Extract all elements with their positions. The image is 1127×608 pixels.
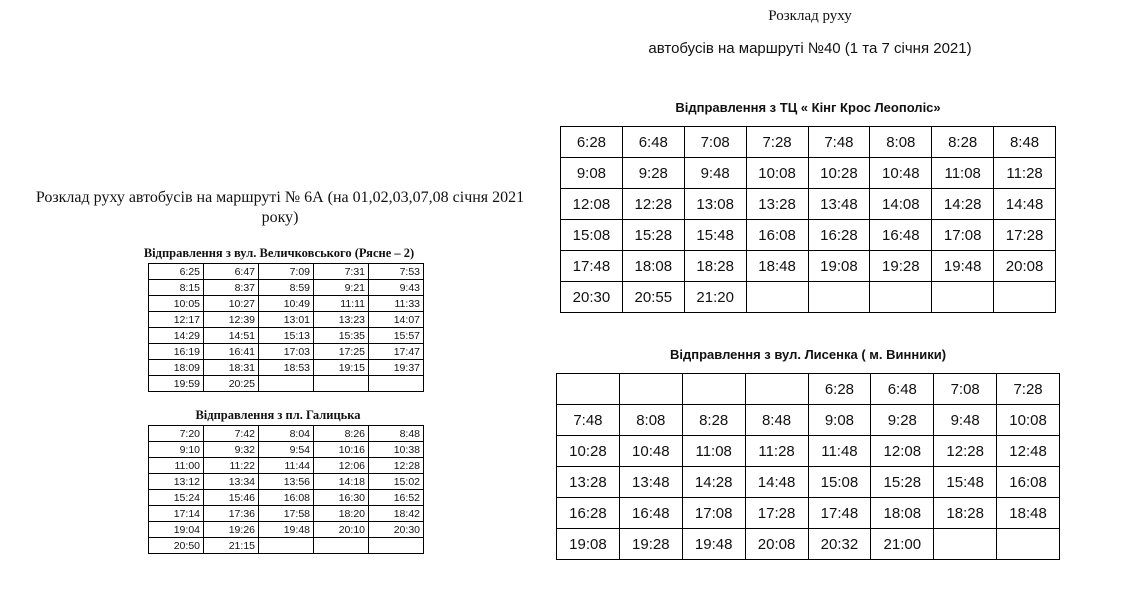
schedule-cell: 15:48: [684, 220, 746, 251]
schedule-cell: [932, 282, 994, 313]
schedule-cell: 7:53: [369, 264, 424, 280]
schedule-cell: 14:07: [369, 312, 424, 328]
schedule-cell: [808, 282, 870, 313]
table-row: [149, 538, 424, 554]
table-row: [561, 282, 1056, 313]
schedule-cell: 9:43: [369, 280, 424, 296]
schedule-cell: 19:48: [932, 251, 994, 282]
schedule-cell: 16:30: [314, 490, 369, 506]
schedule-cell: 11:33: [369, 296, 424, 312]
schedule-cell: 15:24: [149, 490, 204, 506]
table-row: [557, 467, 1060, 498]
schedule-cell: [259, 538, 314, 554]
schedule-cell: 11:08: [682, 436, 745, 467]
schedule-cell: 9:48: [684, 158, 746, 189]
schedule-cell: 8:48: [745, 405, 808, 436]
schedule-cell: 18:09: [149, 360, 204, 376]
schedule-cell: 21:00: [871, 529, 934, 560]
table-row: [149, 280, 424, 296]
table-row: [149, 360, 424, 376]
table-row: [149, 312, 424, 328]
schedule-cell: 8:48: [994, 127, 1056, 158]
schedule-cell: 16:08: [259, 490, 314, 506]
route40-table2-caption: Відправлення з вул. Лисенка ( м. Винники): [669, 347, 947, 362]
schedule-cell: 11:44: [259, 458, 314, 474]
schedule-cell: 12:17: [149, 312, 204, 328]
schedule-cell: 6:48: [871, 374, 934, 405]
schedule-cell: 18:53: [259, 360, 314, 376]
schedule-cell: 20:10: [314, 522, 369, 538]
schedule-cell: 11:48: [808, 436, 871, 467]
schedule-cell: 15:48: [934, 467, 997, 498]
schedule-cell: 12:39: [204, 312, 259, 328]
table-row: [561, 127, 1056, 158]
schedule-cell: 8:04: [259, 426, 314, 442]
table-row: [557, 405, 1060, 436]
schedule-cell: 7:48: [557, 405, 620, 436]
schedule-cell: 6:48: [622, 127, 684, 158]
schedule-cell: 14:48: [745, 467, 808, 498]
schedule-cell: 14:18: [314, 474, 369, 490]
table-row: [149, 474, 424, 490]
schedule-cell: 11:28: [745, 436, 808, 467]
schedule-cell: 13:28: [557, 467, 620, 498]
schedule-cell: 14:51: [204, 328, 259, 344]
schedule-cell: 17:48: [808, 498, 871, 529]
schedule-cell: 12:28: [622, 189, 684, 220]
table-row: [149, 490, 424, 506]
schedule-cell: 20:50: [149, 538, 204, 554]
schedule-cell: 10:38: [369, 442, 424, 458]
schedule-cell: 8:28: [932, 127, 994, 158]
schedule-cell: 14:29: [149, 328, 204, 344]
schedule-cell: [314, 538, 369, 554]
schedule-cell: 18:28: [934, 498, 997, 529]
schedule-cell: [369, 376, 424, 392]
schedule-cell: [369, 538, 424, 554]
schedule-cell: 20:32: [808, 529, 871, 560]
schedule-cell: 19:37: [369, 360, 424, 376]
schedule-cell: 9:21: [314, 280, 369, 296]
route6a-table2-body: [149, 426, 424, 554]
route6a-table2-caption: Відправлення з пл. Галицька: [195, 408, 361, 422]
schedule-cell: 17:47: [369, 344, 424, 360]
schedule-cell: 16:08: [746, 220, 808, 251]
schedule-cell: 9:48: [934, 405, 997, 436]
schedule-cell: 15:08: [808, 467, 871, 498]
schedule-cell: 16:28: [557, 498, 620, 529]
table-row: [561, 251, 1056, 282]
schedule-cell: [994, 282, 1056, 313]
schedule-cell: 20:25: [204, 376, 259, 392]
table-row: [149, 376, 424, 392]
route40-table2-body: [557, 374, 1060, 560]
schedule-cell: 19:26: [204, 522, 259, 538]
schedule-cell: 18:08: [622, 251, 684, 282]
schedule-cell: 9:10: [149, 442, 204, 458]
schedule-cell: 17:36: [204, 506, 259, 522]
route6a-schedule-table-2: [148, 425, 424, 554]
schedule-cell: [259, 376, 314, 392]
schedule-cell: 17:58: [259, 506, 314, 522]
table-row: [149, 522, 424, 538]
schedule-cell: 15:35: [314, 328, 369, 344]
schedule-cell: 12:08: [561, 189, 623, 220]
schedule-cell: 20:55: [622, 282, 684, 313]
schedule-cell: [619, 374, 682, 405]
schedule-cell: 7:28: [746, 127, 808, 158]
schedule-cell: 19:48: [682, 529, 745, 560]
schedule-cell: 13:48: [619, 467, 682, 498]
schedule-cell: 19:04: [149, 522, 204, 538]
route6a-schedule-table-1: [148, 263, 424, 392]
route6a-table1-caption: Відправлення з вул. Величковського (Рясне – 2): [143, 246, 415, 260]
schedule-cell: 19:48: [259, 522, 314, 538]
schedule-cell: 8:08: [870, 127, 932, 158]
schedule-cell: 17:48: [561, 251, 623, 282]
route40-table1-body: [561, 127, 1056, 313]
schedule-cell: 16:19: [149, 344, 204, 360]
schedule-cell: 7:09: [259, 264, 314, 280]
schedule-cell: 12:06: [314, 458, 369, 474]
schedule-cell: 12:28: [934, 436, 997, 467]
table-row: [557, 529, 1060, 560]
route40-table1-caption: Відправлення з ТЦ « Кінг Крос Леополіс»: [675, 100, 941, 115]
schedule-cell: 16:08: [997, 467, 1060, 498]
table-row: [561, 189, 1056, 220]
schedule-cell: 7:42: [204, 426, 259, 442]
schedule-cell: 14:28: [932, 189, 994, 220]
table-row: [149, 296, 424, 312]
schedule-cell: 18:42: [369, 506, 424, 522]
schedule-cell: 9:28: [871, 405, 934, 436]
schedule-cell: 13:56: [259, 474, 314, 490]
schedule-cell: 13:23: [314, 312, 369, 328]
table-row: [561, 158, 1056, 189]
schedule-cell: 10:27: [204, 296, 259, 312]
table-row: [149, 264, 424, 280]
schedule-cell: 17:28: [745, 498, 808, 529]
schedule-cell: 8:08: [619, 405, 682, 436]
schedule-cell: 17:14: [149, 506, 204, 522]
schedule-cell: 8:48: [369, 426, 424, 442]
table-row: [149, 506, 424, 522]
schedule-cell: 20:08: [745, 529, 808, 560]
schedule-cell: 15:57: [369, 328, 424, 344]
schedule-cell: 13:34: [204, 474, 259, 490]
schedule-cell: 15:13: [259, 328, 314, 344]
schedule-cell: 10:16: [314, 442, 369, 458]
schedule-cell: 7:28: [997, 374, 1060, 405]
schedule-cell: 15:46: [204, 490, 259, 506]
schedule-cell: 20:30: [369, 522, 424, 538]
schedule-cell: 11:22: [204, 458, 259, 474]
schedule-cell: 21:15: [204, 538, 259, 554]
schedule-cell: 12:48: [997, 436, 1060, 467]
schedule-cell: 8:59: [259, 280, 314, 296]
schedule-cell: 18:28: [684, 251, 746, 282]
schedule-cell: 6:28: [561, 127, 623, 158]
schedule-cell: 17:03: [259, 344, 314, 360]
schedule-cell: 16:52: [369, 490, 424, 506]
schedule-cell: 13:08: [684, 189, 746, 220]
schedule-cell: 11:00: [149, 458, 204, 474]
schedule-cell: 8:15: [149, 280, 204, 296]
schedule-cell: 10:08: [746, 158, 808, 189]
schedule-cell: 18:48: [746, 251, 808, 282]
schedule-cell: 16:28: [808, 220, 870, 251]
schedule-cell: 12:08: [871, 436, 934, 467]
route40-title-line1: Розклад руху: [768, 8, 852, 24]
table-row: [149, 344, 424, 360]
schedule-cell: 10:05: [149, 296, 204, 312]
table-row: [149, 458, 424, 474]
schedule-cell: [997, 529, 1060, 560]
schedule-cell: 20:30: [561, 282, 623, 313]
schedule-cell: 9:08: [561, 158, 623, 189]
schedule-cell: 8:37: [204, 280, 259, 296]
schedule-cell: [745, 374, 808, 405]
table-row: [557, 374, 1060, 405]
schedule-cell: 13:12: [149, 474, 204, 490]
route40-schedule-table-1: [560, 126, 1056, 313]
table-row: [557, 498, 1060, 529]
schedule-cell: [934, 529, 997, 560]
schedule-cell: 10:48: [870, 158, 932, 189]
schedule-cell: 19:08: [808, 251, 870, 282]
schedule-cell: 11:28: [994, 158, 1056, 189]
schedule-cell: 7:31: [314, 264, 369, 280]
schedule-cell: 19:15: [314, 360, 369, 376]
schedule-cell: 17:25: [314, 344, 369, 360]
schedule-cell: 15:28: [871, 467, 934, 498]
schedule-cell: 18:48: [997, 498, 1060, 529]
schedule-cell: 6:28: [808, 374, 871, 405]
schedule-cell: 13:48: [808, 189, 870, 220]
schedule-cell: 15:08: [561, 220, 623, 251]
schedule-cell: 19:28: [870, 251, 932, 282]
schedule-cell: 16:48: [870, 220, 932, 251]
schedule-cell: 8:26: [314, 426, 369, 442]
schedule-cell: 13:01: [259, 312, 314, 328]
table-row: [149, 426, 424, 442]
schedule-cell: 18:08: [871, 498, 934, 529]
route40-title-line2: автобусів на маршруті №40 (1 та 7 січня 2021): [648, 40, 972, 57]
schedule-cell: 10:49: [259, 296, 314, 312]
schedule-cell: 17:08: [682, 498, 745, 529]
schedule-cell: 10:28: [557, 436, 620, 467]
schedule-cell: 14:28: [682, 467, 745, 498]
schedule-cell: 18:20: [314, 506, 369, 522]
schedule-cell: 21:20: [684, 282, 746, 313]
schedule-cell: 9:08: [808, 405, 871, 436]
schedule-cell: 7:48: [808, 127, 870, 158]
schedule-cell: 13:28: [746, 189, 808, 220]
schedule-cell: 19:08: [557, 529, 620, 560]
schedule-cell: 10:08: [997, 405, 1060, 436]
schedule-cell: 16:48: [619, 498, 682, 529]
schedule-cell: 19:28: [619, 529, 682, 560]
schedule-cell: 11:08: [932, 158, 994, 189]
route40-schedule-table-2: [556, 373, 1060, 560]
schedule-cell: 7:20: [149, 426, 204, 442]
schedule-cell: 19:59: [149, 376, 204, 392]
route6a-title: Розклад руху автобусів на маршруті № 6А (на 01,02,03,07,08 січня 2021 року): [35, 189, 525, 226]
schedule-cell: 8:28: [682, 405, 745, 436]
table-row: [561, 220, 1056, 251]
schedule-cell: 15:02: [369, 474, 424, 490]
route6a-table1-body: [149, 264, 424, 392]
schedule-cell: 15:28: [622, 220, 684, 251]
schedule-cell: 14:48: [994, 189, 1056, 220]
schedule-cell: 6:25: [149, 264, 204, 280]
schedule-cell: 14:08: [870, 189, 932, 220]
schedule-cell: 6:47: [204, 264, 259, 280]
schedule-cell: 17:08: [932, 220, 994, 251]
schedule-cell: [870, 282, 932, 313]
table-row: [557, 436, 1060, 467]
schedule-cell: 9:28: [622, 158, 684, 189]
schedule-cell: 9:54: [259, 442, 314, 458]
schedule-cell: 18:31: [204, 360, 259, 376]
schedule-cell: 17:28: [994, 220, 1056, 251]
schedule-cell: 10:48: [619, 436, 682, 467]
schedule-cell: [682, 374, 745, 405]
schedule-cell: [557, 374, 620, 405]
schedule-cell: 11:11: [314, 296, 369, 312]
table-row: [149, 442, 424, 458]
schedule-cell: 16:41: [204, 344, 259, 360]
schedule-cell: 12:28: [369, 458, 424, 474]
schedule-cell: [314, 376, 369, 392]
schedule-cell: [746, 282, 808, 313]
table-row: [149, 328, 424, 344]
schedule-cell: 9:32: [204, 442, 259, 458]
schedule-cell: 7:08: [934, 374, 997, 405]
schedule-cell: 20:08: [994, 251, 1056, 282]
schedule-cell: 7:08: [684, 127, 746, 158]
schedule-cell: 10:28: [808, 158, 870, 189]
